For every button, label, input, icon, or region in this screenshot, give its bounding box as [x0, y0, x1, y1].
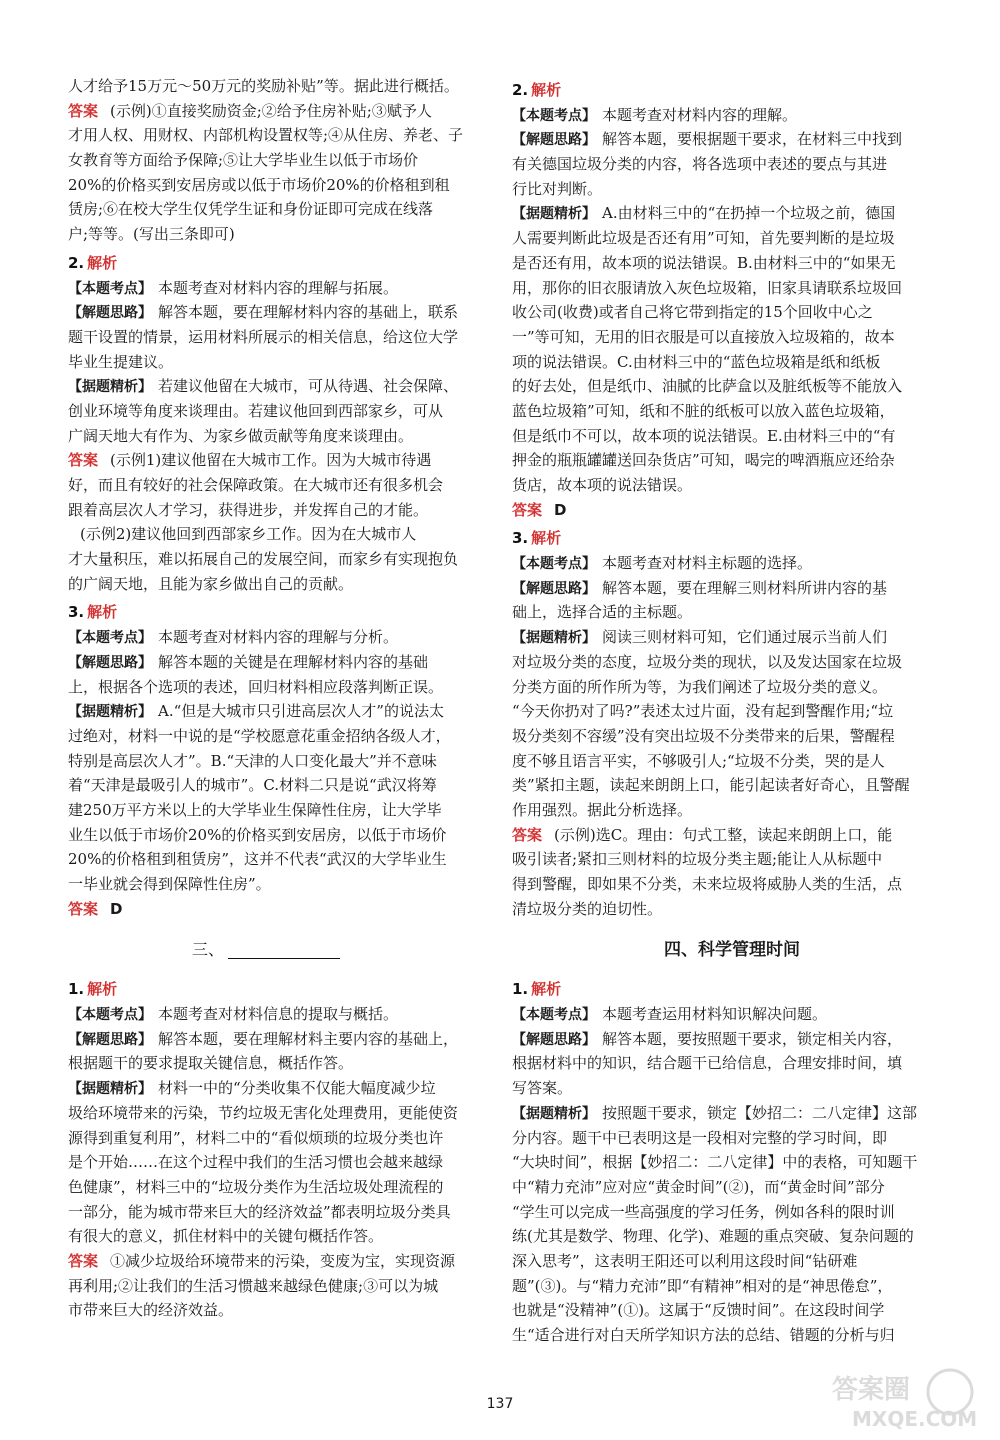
analysis-text: 本题考查对材料信息的提取与概括。: [158, 1005, 399, 1024]
analysis-text: 解答本题，要按照题干要求，锁定相关内容，: [602, 1029, 903, 1048]
answer-text: (示例)①直接奖励资金;②给予住房补贴;③赋予人: [110, 101, 432, 120]
question-heading-label: 解析: [87, 603, 118, 622]
analysis-line: [68, 625, 508, 650]
analysis-line: [512, 1002, 952, 1027]
analysis-line: [512, 1101, 952, 1126]
text-line: 项的说法错误。C.由材料三中的“蓝色垃圾箱是纸和纸板: [512, 352, 881, 371]
analysis-tag: 【据题精析】: [512, 630, 596, 647]
answer-line: [68, 897, 508, 922]
text-line: 练(尤其是数学、物理、化学)、难题的重点突破、复杂问题的: [512, 1227, 914, 1246]
text-line: 20%的价格租到租赁房”，这并不代表“武汉的大学毕业生: [68, 850, 447, 869]
text-line: 得到警醒，即如果不分类，未来垃圾将威胁人类的生活，点: [512, 875, 903, 893]
analysis-tag: 【本题考点】: [68, 630, 152, 647]
analysis-line: [68, 1002, 508, 1027]
text-line: 清垃圾分类的迫切性。: [512, 899, 663, 918]
analysis-line: [68, 276, 508, 301]
text-line: 题干设置的情景，运用材料所展示的相关信息，给这位大学: [68, 327, 459, 346]
text-line: “今天你扔对了吗?”表述太过片面，没有起到警醒作用;“垃: [512, 702, 894, 721]
analysis-line: [68, 374, 508, 399]
analysis-text: 按照题干要求，锁定【妙招二：二八定律】这部: [602, 1103, 918, 1122]
text-line: 有很大的意义，抓住材料中的关键句概括作答。: [68, 1227, 384, 1246]
answer-label: 答案: [68, 1251, 99, 1270]
text-line: 户;等等。(写出三条即可): [68, 225, 235, 244]
analysis-line: [68, 650, 508, 675]
analysis-line: [68, 1076, 508, 1101]
answer-line: [68, 99, 508, 124]
text-line: 但是纸巾不可以，故本项的说法错误。E.由材料三中的“有: [512, 426, 896, 445]
answer-label: 答案: [68, 451, 99, 470]
question-number: 1.: [68, 980, 85, 999]
text-line: 广阔天地大有作为、为家乡做贡献等角度来谈理由。: [68, 426, 414, 445]
section-title-blank: [68, 935, 508, 965]
text-line: 一毕业就会得到保障性住房”。: [68, 875, 271, 893]
text-line: 也就是“没精神”(①)。这属于“反馈时间”。在这段时间学: [512, 1301, 885, 1320]
watermark-logo: [822, 1364, 992, 1434]
text-line: 过绝对，材料一中说的是“学校愿意花重金招纳各级人才，: [68, 726, 451, 745]
text-line: “学生可以完成一些高强度的学习任务，例如各科的限时训: [512, 1202, 895, 1221]
question-heading: [512, 526, 952, 551]
question-heading: [68, 977, 508, 1002]
text-line: 20%的价格买到安居房或以低于市场价20%的价格租到租: [68, 175, 450, 194]
analysis-line: [512, 201, 952, 226]
analysis-tag: 【据题精析】: [512, 1105, 596, 1122]
analysis-text: A.由材料三中的“在扔掉一个垃圾之前，德国: [602, 204, 896, 223]
answer-line: [512, 498, 952, 523]
text-line: 毕业生提建议。: [68, 352, 174, 371]
analysis-text: 解答本题的关键是在理解材料内容的基础: [158, 652, 429, 671]
text-line: 有关德国垃圾分类的内容，将各选项中表述的要点与其进: [512, 155, 888, 174]
text-line: 是个开始……在这个过程中我们的生活习惯也会越来越绿: [68, 1153, 444, 1172]
analysis-line: [512, 1027, 952, 1052]
question-heading-label: 解析: [531, 980, 562, 999]
analysis-line: [68, 699, 508, 724]
text-line: 创业环境等角度来谈理由。若建议他回到西部家乡，可从: [68, 401, 444, 420]
svg-text:答案圈: 答案圈: [832, 1375, 911, 1405]
answer-label: 答案: [512, 500, 543, 519]
text-line: 再利用;②让我们的生活习惯越来越绿色健康;③可以为城: [68, 1276, 439, 1295]
analysis-text: A.“但是大城市只引进高层次人才”的说法太: [158, 702, 444, 721]
analysis-tag: 【据题精析】: [68, 704, 152, 721]
question-heading: [68, 600, 508, 625]
text-line: 市带来巨大的经济效益。: [68, 1301, 234, 1320]
text-line: 度不够且语言平实，不够吸引人;“垃圾不分类，哭的是人: [512, 751, 885, 770]
question-number: 2.: [68, 253, 85, 272]
question-heading-label: 解析: [531, 81, 562, 99]
text-line: 特别是高层次人才”。B.“天津的人口变化最大”并不意味: [68, 751, 437, 770]
text-line: 才大量积压，难以拓展自己的发展空间，而家乡有实现抱负: [68, 550, 459, 569]
answer-line: [68, 1249, 508, 1274]
text-line: 收公司(收费)或者自己将它带到指定的15个回收中心之: [512, 303, 873, 322]
text-line: 根据题干的要求提取关键信息，概括作答。: [68, 1054, 354, 1073]
analysis-text: 解答本题，要在理解材料内容的基础上，联系: [158, 303, 459, 322]
analysis-tag: 【本题考点】: [68, 1007, 152, 1024]
analysis-tag: 【本题考点】: [512, 556, 596, 573]
analysis-line: [512, 576, 952, 601]
text-line: “大块时间”，根据【妙招二：二八定律】中的表格，可知题干: [512, 1153, 918, 1172]
text-line: 深入思考”，这表明王阳还可以利用这段时间“钻研难: [512, 1251, 858, 1270]
text-line: 源得到重复利用”，材料二中的“看似烦琐的垃圾分类也许: [68, 1128, 444, 1147]
analysis-tag: 【本题考点】: [512, 107, 596, 124]
answer-label: 答案: [512, 825, 543, 844]
analysis-text: 本题考查对材料内容的理解与拓展。: [158, 278, 399, 297]
answer-line: [68, 448, 508, 473]
analysis-tag: 【据题精析】: [68, 379, 152, 396]
analysis-line: [512, 103, 952, 128]
text-line: 圾分类刻不容缓”没有突出垃圾不分类带来的后果，警醒程: [512, 726, 895, 745]
analysis-line: [68, 1027, 508, 1052]
analysis-tag: 【据题精析】: [512, 206, 596, 223]
text-line: 一部分，能为城市带来巨大的经济效益”都表明垃圾分类具: [68, 1202, 451, 1221]
analysis-tag: 【解题思路】: [512, 580, 596, 597]
answer-label: 答案: [68, 101, 99, 120]
text-line: 赁房;⑥在校大学生仅凭学生证和身份证即可完成在线落: [68, 200, 434, 219]
answer-text: D: [554, 500, 567, 519]
question-number: 3.: [68, 603, 85, 622]
text-line: 吸引读者;紧扣三则材料的垃圾分类主题;能让人从标题中: [512, 850, 883, 869]
analysis-text: 本题考查对材料内容的理解与分析。: [158, 628, 399, 647]
analysis-text: 解答本题，要在理解材料主要内容的基础上，: [158, 1029, 459, 1048]
text-line: 着“天津是最吸引人的城市”。C.材料二只是说“武汉将筹: [68, 776, 437, 795]
analysis-tag: 【解题思路】: [68, 1031, 152, 1048]
text-line: 才用人权、用财权、内部机构设置权等;④从住房、养老、子: [68, 126, 464, 145]
blank-line: [228, 942, 340, 959]
text-line: 好，而且有较好的社会保障政策。在大城市还有很多机会: [68, 476, 444, 494]
analysis-tag: 【据题精析】: [68, 1081, 152, 1098]
analysis-text: 若建议他留在大城市，可从待遇、社会保障、: [158, 377, 459, 396]
question-number: 2.: [512, 81, 529, 99]
text-line: 货店，故本项的说法错误。: [512, 476, 693, 494]
text-line: 写答案。: [512, 1079, 573, 1098]
analysis-tag: 【本题考点】: [512, 1007, 596, 1024]
text-line: 色健康”，材料三中的“垃圾分类作为生活垃圾处理流程的: [68, 1177, 444, 1196]
section-title: 四、科学管理时间: [664, 940, 800, 961]
analysis-text: 解答本题，要在理解三则材料所讲内容的基: [602, 578, 888, 597]
question-number: 3.: [512, 529, 529, 548]
text-line: 础上，选择合适的主标题。: [512, 603, 693, 622]
question-heading-label: 解析: [531, 529, 562, 548]
question-heading: [68, 251, 508, 276]
question-heading-label: 解析: [87, 980, 118, 999]
right-column: [512, 74, 952, 1348]
text-line: 跟着高层次人才学习，获得进步，并发挥自己的才能。: [68, 500, 429, 519]
question-heading: [512, 78, 952, 103]
analysis-line: [512, 625, 952, 650]
text-line: 中“精力充沛”应对应“黄金时间”(②)，而“黄金时间”部分: [512, 1177, 885, 1196]
analysis-line: [512, 551, 952, 576]
analysis-text: 解答本题，要根据题干要求，在材料三中找到: [602, 130, 903, 149]
text-line: 用，那你的旧衣服请放入灰色垃圾箱，旧家具请联系垃圾回: [512, 278, 903, 297]
text-line: 人才给予15万元～50万元的奖励补贴”等。据此进行概括。: [68, 77, 459, 95]
text-line: 类”紧扣主题，读起来朗朗上口，能引起读者好奇心，且警醒: [512, 776, 910, 795]
text-line: 押金的瓶瓶罐罐送回杂货店”可知，喝完的啤酒瓶应还给杂: [512, 451, 895, 470]
analysis-line: [512, 127, 952, 152]
text-line: 生“适合进行对白天所学知识方法的总结、错题的分析与归: [512, 1326, 895, 1344]
answer-label: 答案: [68, 899, 99, 918]
svg-text:MXQE.COM: MXQE.COM: [852, 1407, 978, 1431]
text-line: 根据材料中的知识，结合题干已给信息，合理安排时间，填: [512, 1054, 903, 1073]
left-column: [68, 74, 508, 1323]
question-heading: [512, 977, 952, 1002]
text-line: 蓝色垃圾箱”可知，纸和不脏的纸板可以放入蓝色垃圾箱，: [512, 401, 895, 420]
question-heading-label: 解析: [87, 253, 118, 272]
text-line: 业生以低于市场价20%的价格买到安居房，以低于市场价: [68, 825, 447, 844]
text-line: 题”(③)。与“精力充沛”即“有精神”相对的是“神思倦怠”，: [512, 1276, 893, 1295]
analysis-tag: 【解题思路】: [68, 654, 152, 671]
text-line: 建250万平方米以上的大学毕业生保障性住房，让大学毕: [68, 800, 442, 819]
analysis-text: 本题考查运用材料知识解决问题。: [602, 1005, 828, 1024]
answer-text: D: [110, 899, 123, 918]
text-line: 分内容。题干中已表明这是一段相对完整的学习时间，即: [512, 1128, 888, 1147]
text-line: 的好去处，但是纸巾、油腻的比萨盒以及脏纸板等不能放入: [512, 377, 903, 396]
answer-text: ①减少垃圾给环境带来的污染，变废为宝，实现资源: [110, 1251, 456, 1270]
text-line: 的广阔天地，且能为家乡做出自己的贡献。: [68, 574, 354, 593]
text-line: 一”等可知，无用的旧衣服是可以直接放入垃圾箱的，故本: [512, 327, 895, 346]
text-line: 是否还有用，故本项的说法错误。B.由材料三中的“如果无: [512, 253, 896, 272]
answer-text: (示例)选C。理由：句式工整，读起来朗朗上口，能: [554, 825, 893, 844]
answer-line: [512, 823, 952, 848]
text-line: 分类方面的所作所为等，为我们阐述了垃圾分类的意义。: [512, 677, 888, 696]
text-line: 女教育等方面给予保障;⑤让大学毕业生以低于市场价: [68, 151, 419, 170]
text-line: 人需要判断此垃圾是否还有用”可知，首先要判断的是垃圾: [512, 229, 895, 248]
text-line: (示例2)建议他回到西部家乡工作。因为在大城市人: [80, 525, 417, 544]
text-line: 对垃圾分类的态度，垃圾分类的现状，以及发达国家在垃圾: [512, 652, 903, 671]
analysis-text: 本题考查对材料主标题的选择。: [602, 554, 813, 573]
analysis-tag: 【解题思路】: [68, 305, 152, 322]
text-line: 作用强烈。据此分析选择。: [512, 800, 693, 819]
analysis-tag: 【本题考点】: [68, 280, 152, 297]
analysis-text: 阅读三则材料可知，它们通过展示当前人们: [602, 628, 888, 647]
text-line: 圾给环境带来的污染，节约垃圾无害化处理费用，更能使资: [68, 1103, 459, 1122]
section-number: 三、: [192, 940, 225, 960]
text-line: 行比对判断。: [512, 179, 603, 198]
answer-text: (示例1)建议他留在大城市工作。因为大城市待遇: [110, 451, 432, 470]
page-number: 137: [486, 1396, 514, 1412]
analysis-tag: 【解题思路】: [512, 1031, 596, 1048]
question-number: 1.: [512, 980, 529, 999]
analysis-text: 材料一中的“分类收集不仅能大幅度减少垃: [158, 1079, 436, 1098]
analysis-text: 本题考查对材料内容的理解。: [602, 105, 798, 124]
analysis-tag: 【解题思路】: [512, 132, 596, 149]
text-line: 上，根据各个选项的表述，回归材料相应段落判断正误。: [68, 677, 444, 696]
analysis-line: [68, 300, 508, 325]
